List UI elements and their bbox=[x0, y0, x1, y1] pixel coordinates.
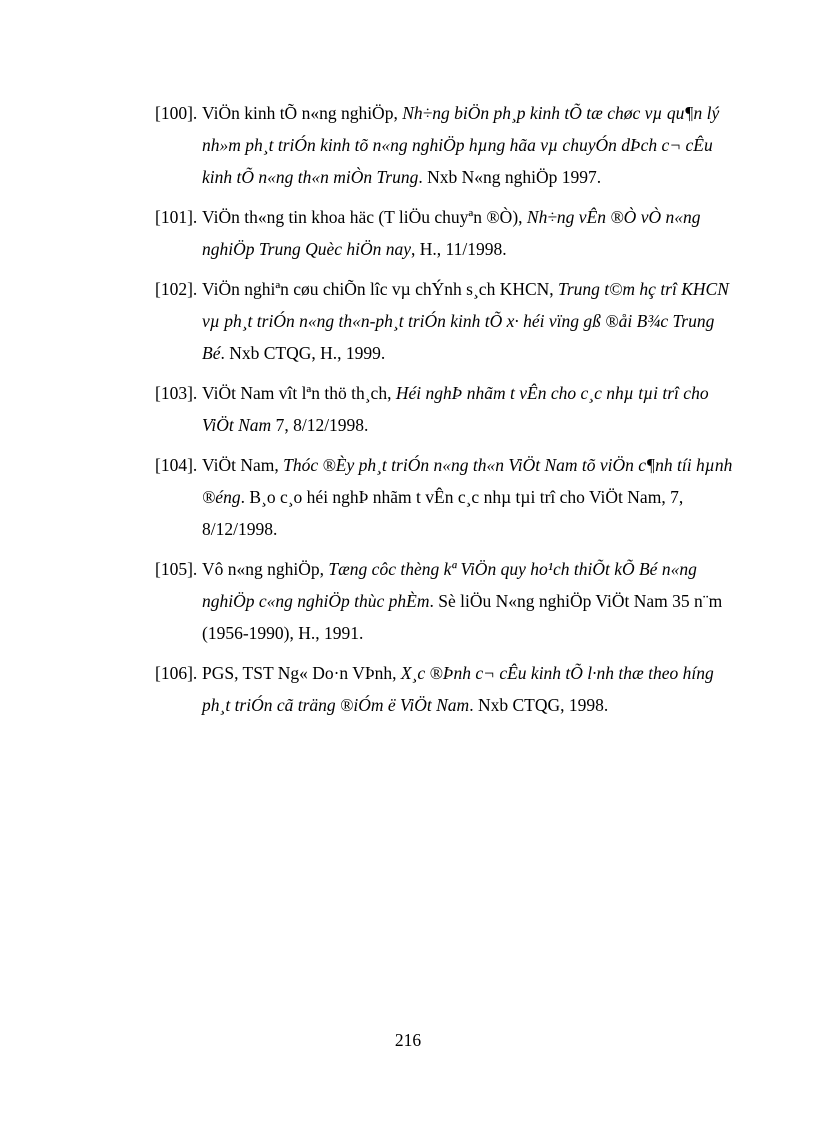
reference-publisher: . Nxb N«ng nghiÖp 1997. bbox=[418, 167, 602, 187]
reference-author: ViÖn th«ng tin khoa häc (T liÖu chuyªn ®Ò), bbox=[202, 207, 527, 227]
reference-author: ViÖn kinh tÕ n«ng nghiÖp, bbox=[202, 103, 403, 123]
reference-item-104 bbox=[155, 449, 740, 545]
reference-number: [103]. bbox=[155, 383, 198, 403]
reference-number: [106]. bbox=[155, 663, 198, 683]
reference-list bbox=[155, 97, 740, 729]
reference-publisher: , H., 11/1998. bbox=[411, 239, 507, 259]
reference-number: [100]. bbox=[155, 103, 198, 123]
reference-item-105 bbox=[155, 553, 740, 649]
reference-author: ViÖt Nam vît lªn thö th¸ch, bbox=[202, 383, 396, 403]
reference-item-106 bbox=[155, 657, 740, 721]
reference-item-101 bbox=[155, 201, 740, 265]
reference-publisher: . B¸o c¸o héi nghÞ nhãm t vÊn c¸c nhµ tµi trî cho ViÖt Nam, 7, 8/12/1998. bbox=[202, 487, 684, 539]
reference-number: [102]. bbox=[155, 279, 198, 299]
reference-title: Nh÷ng vÊn ®Ò vÒ n«ng nghiÖp Trung Quèc hiÖn nay bbox=[202, 207, 701, 259]
reference-title: Trung t©m hç trî KHCN vµ ph¸t triÓn n«ng th«n-ph¸t triÓn kinh tÕ x· héi vïng gß ®åi B¾c Trung Bé bbox=[202, 279, 729, 363]
reference-author: PGS, TST Ng« Do·n VÞnh, bbox=[202, 663, 401, 683]
reference-author: Vô n«ng nghiÖp, bbox=[202, 559, 329, 579]
reference-author: ViÖn nghiªn cøu chiÕn lîc vµ chÝnh s¸ch KHCN, bbox=[202, 279, 559, 299]
reference-title: X¸c ®Þnh c¬ cÊu kinh tÕ l·nh thæ theo híng ph¸t triÓn cã träng ®iÓm ë ViÖt Nam bbox=[202, 663, 714, 715]
reference-title: Nh÷ng biÖn ph¸p kinh tÕ tæ chøc vµ qu¶n lý nh»m ph¸t triÓn kinh tõ n«ng nghiÖp hµng hãa vµ chuyÓn dÞch c¬ cÊu kinh tÕ n«ng th«n miÒn Trung bbox=[202, 103, 720, 187]
reference-title: Héi nghÞ nhãm t vÊn cho c¸c nhµ tµi trî cho ViÖt Nam bbox=[202, 383, 709, 435]
reference-title: Thóc ®Èy ph¸t triÓn n«ng th«n ViÖt Nam tõ viÖn c¶nh tíi hµnh ®éng bbox=[202, 455, 733, 507]
reference-title: Tæng côc thèng kª ViÖn quy ho¹ch thiÕt kÕ Bé n«ng nghiÖp c«ng nghiÖp thùc phÈm bbox=[202, 559, 697, 611]
reference-number: [104]. bbox=[155, 455, 198, 475]
reference-item-100 bbox=[155, 97, 740, 193]
reference-number: [105]. bbox=[155, 559, 198, 579]
reference-publisher: . Nxb CTQG, 1998. bbox=[469, 695, 609, 715]
reference-number: [101]. bbox=[155, 207, 198, 227]
page-number: 216 bbox=[394, 1030, 422, 1050]
reference-publisher: . Sè liÖu N«ng nghiÖp ViÖt Nam 35 n¨m (1956-1990), H., 1991. bbox=[202, 591, 723, 643]
reference-author: ViÖt Nam, bbox=[202, 455, 284, 475]
reference-item-103 bbox=[155, 377, 740, 441]
reference-publisher: . Nxb CTQG, H., 1999. bbox=[220, 343, 386, 363]
reference-item-102 bbox=[155, 273, 740, 369]
reference-publisher: 7, 8/12/1998. bbox=[271, 415, 369, 435]
